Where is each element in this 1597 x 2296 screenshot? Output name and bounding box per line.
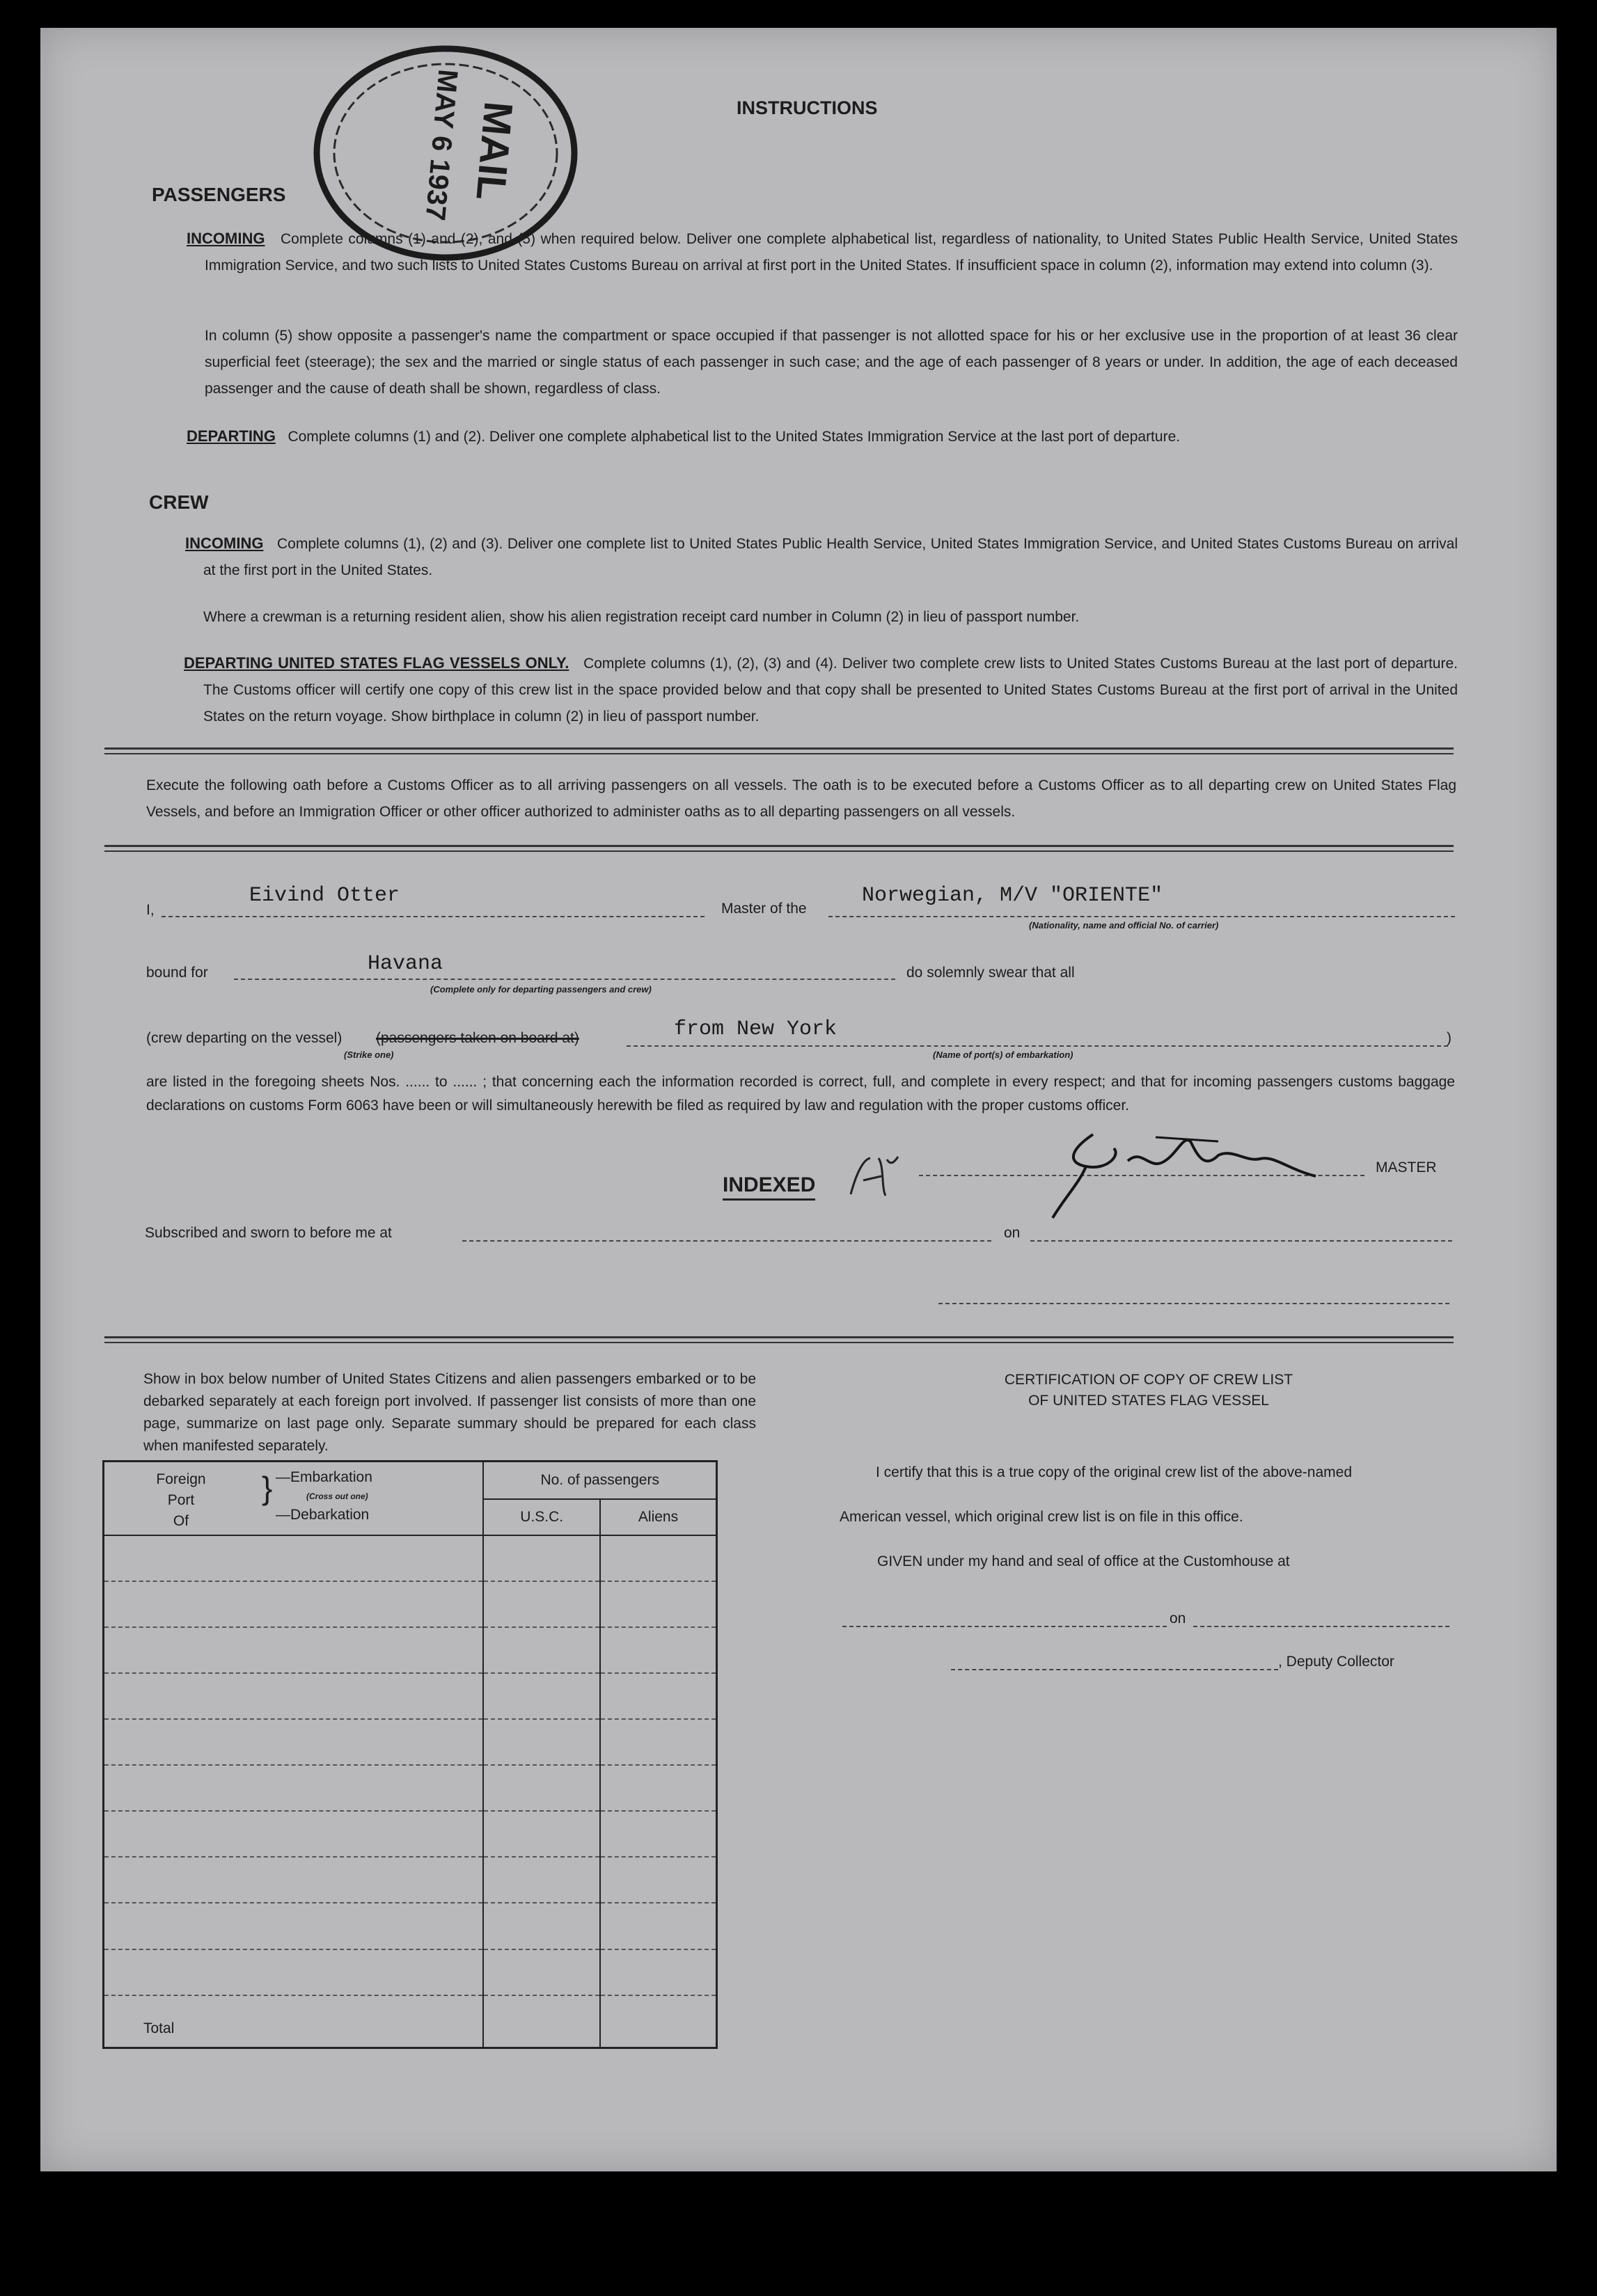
port-label: Port xyxy=(167,1492,195,1508)
table-row xyxy=(104,1581,717,1627)
subscribed-label: Subscribed and sworn to before me at xyxy=(145,1225,392,1241)
bound-for-line xyxy=(234,979,895,980)
stamp-mail-text: MAIL xyxy=(467,100,521,203)
brace: } xyxy=(262,1470,273,1506)
passengers-incoming-label: INCOMING xyxy=(187,230,265,247)
of-label: Of xyxy=(173,1513,189,1529)
passengers-departing-text: Complete columns (1) and (2). Deliver one complete alphabetical list to the United States Immigration Service at the last port of departure. xyxy=(288,429,1181,445)
officer-signature-line xyxy=(938,1303,1449,1304)
certify-line2: American vessel, which original crew list is on file in this office. xyxy=(840,1509,1243,1525)
aliens-header: Aliens xyxy=(600,1499,717,1535)
vessel-caption: (Nationality, name and official No. of carrier) xyxy=(1029,920,1219,931)
deputy-signature-line xyxy=(951,1669,1278,1670)
crew-incoming-label: INCOMING xyxy=(185,535,264,552)
table-row xyxy=(104,1903,717,1949)
passengers-departing-block xyxy=(187,423,1458,450)
master-name-line xyxy=(162,916,705,917)
close-paren: ) xyxy=(1447,1030,1452,1046)
port-header-cell xyxy=(104,1462,484,1535)
vessel-line xyxy=(828,916,1455,917)
total-row xyxy=(104,1995,717,2048)
summary-divider xyxy=(104,1336,1454,1338)
bound-for-label: bound for xyxy=(146,965,208,981)
cross-out-caption: (Cross out one) xyxy=(306,1491,368,1501)
summary-divider-thin xyxy=(104,1342,1454,1343)
certify-line1: I certify that this is a true copy of the original crew list of the above-named xyxy=(876,1464,1352,1480)
crew-departing-text: Complete columns (1), (2), (3) and (4). Deliver two complete crew lists to United States Customs Bureau at the last port of departure. The Customs officer will certify one copy of this crew list in the space provided below and that copy shall be presented to United States Customs Bureau at the first port of arrival in the United States on the return voyage. Show birthplace in column (2) in lieu of passport number. xyxy=(203,656,1458,725)
total-label: Total xyxy=(104,1995,484,2048)
oath-divider xyxy=(104,845,1454,847)
stamp-date-text: MAY 6 1937 xyxy=(419,68,464,222)
bound-caption: (Complete only for departing passengers and crew) xyxy=(430,984,652,995)
embarkation-label: —Embarkation xyxy=(276,1469,372,1485)
table-row xyxy=(104,1811,717,1857)
page-title: INSTRUCTIONS xyxy=(737,97,878,118)
bound-for-field: Havana xyxy=(368,952,443,976)
table-row xyxy=(104,1535,717,1581)
embark-port-field: from New York xyxy=(674,1018,837,1041)
listed-text: are listed in the foregoing sheets Nos. ...... to ...... ; that concerning each the information recorded is correct, full, and complete in every respect; and that for incoming passengers customs baggage declarations on customs Form 6063 have been or will simultaneously herewith be filed as required by law and regulation with the proper customs officer. xyxy=(146,1074,1455,1114)
passengers-incoming-block xyxy=(187,225,1458,279)
table-row xyxy=(104,1857,717,1903)
table-row xyxy=(104,1673,717,1719)
passenger-summary-table xyxy=(102,1460,718,2049)
vessel-field: Norwegian, M/V "ORIENTE" xyxy=(862,884,1163,908)
crew-incoming-text: Complete columns (1), (2) and (3). Deliver one complete list to United States Public Health Service, United States Immigration Service, and United States Customs Bureau on arrival at the first port in the United States. xyxy=(203,536,1458,578)
certification-title-line1: CERTIFICATION OF COPY OF CREW LIST xyxy=(1004,1372,1293,1388)
passengers-taken-option: (passengers taken on board at) xyxy=(376,1030,579,1046)
master-of-label: Master of the xyxy=(721,901,807,917)
embark-caption: (Name of port(s) of embarkation) xyxy=(933,1050,1073,1060)
strike-caption: (Strike one) xyxy=(344,1050,394,1060)
crew-departing-option: (crew departing on the vessel) xyxy=(146,1030,343,1046)
oath-divider-thin xyxy=(104,850,1454,852)
usc-header: U.S.C. xyxy=(483,1499,600,1535)
subscribed-date-line xyxy=(1030,1240,1452,1242)
crew-heading: CREW xyxy=(149,491,209,513)
subscribed-place-line-b xyxy=(462,1240,991,1242)
deputy-collector-label: , Deputy Collector xyxy=(1278,1654,1394,1670)
section-divider-top-thin xyxy=(104,753,1454,754)
swear-label: do solemnly swear that all xyxy=(906,965,1075,981)
indexed-stamp: INDEXED xyxy=(723,1173,815,1201)
table-row xyxy=(104,1949,717,1995)
indexed-initials xyxy=(842,1153,905,1201)
certification-on-label: on xyxy=(1170,1610,1186,1626)
master-name-field: Eivind Otter xyxy=(249,884,400,908)
table-row xyxy=(104,1719,717,1765)
i-label: I, xyxy=(146,902,155,918)
passengers-column5-text: In column (5) show opposite a passenger's name the compartment or space occupied if that passenger is not allotted space for his or her exclusive use in the proportion of at least 36 clear superficial feet (steerage); the sex and the married or single status of each passenger in such case; and the age of each passenger of 8 years or under. In addition, the age of each deceased passenger and the cause of death shall be shown, regardless of class. xyxy=(205,328,1458,397)
table-row xyxy=(104,1765,717,1811)
passengers-heading: PASSENGERS xyxy=(152,184,286,205)
crew-resident-text: Where a crewman is a returning resident alien, show his alien registration receipt card number in Column (2) in lieu of passport number. xyxy=(203,609,1080,625)
master-label: MASTER xyxy=(1376,1159,1437,1175)
foreign-label: Foreign xyxy=(156,1471,206,1487)
crew-departing-label: DEPARTING UNITED STATES FLAG VESSELS ONLY. xyxy=(184,654,569,672)
customhouse-line xyxy=(842,1626,1167,1627)
crew-departing-block xyxy=(184,650,1458,730)
given-text: GIVEN under my hand and seal of office at the Customhouse at xyxy=(877,1553,1290,1569)
certification-title-line2: OF UNITED STATES FLAG VESSEL xyxy=(1028,1393,1269,1409)
embark-port-line xyxy=(627,1045,1448,1047)
table-row xyxy=(104,1627,717,1673)
oath-intro: Execute the following oath before a Customs Officer as to all arriving passengers on all vessels. The oath is to be executed before a Customs Officer as to all departing crew on United States Flag Vessels, and before an Immigration Officer or other officer authorized to administer oaths as to all departing passengers on all vessels. xyxy=(146,777,1456,820)
subscribed-on-label: on xyxy=(1004,1225,1021,1241)
passengers-incoming-text: Complete columns (1) and (2), and (5) when required below. Deliver one complete alphabetical list, regardless of nationality, to United States Public Health Service, United States Immigration Service, and two such lists to United States Customs Bureau on arrival at first port in the United States. If insufficient space in column (2), information may extend into column (3). xyxy=(205,231,1458,274)
crew-incoming-block xyxy=(185,530,1458,584)
debarkation-label: —Debarkation xyxy=(276,1507,370,1523)
no-of-passengers-header: No. of passengers xyxy=(483,1462,716,1499)
section-divider-top xyxy=(104,747,1454,750)
passengers-departing-label: DEPARTING xyxy=(187,427,276,445)
certification-title xyxy=(905,1370,1392,1411)
certification-date-line xyxy=(1193,1626,1449,1627)
summary-instructions: Show in box below number of United States Citizens and alien passengers embarked or to be debarked separately at each foreign port involved. If passenger list consists of more than one page, summarize on last page only. Separate summary should be prepared for each class when manifested separately. xyxy=(143,1371,756,1454)
master-signature xyxy=(1044,1121,1323,1225)
